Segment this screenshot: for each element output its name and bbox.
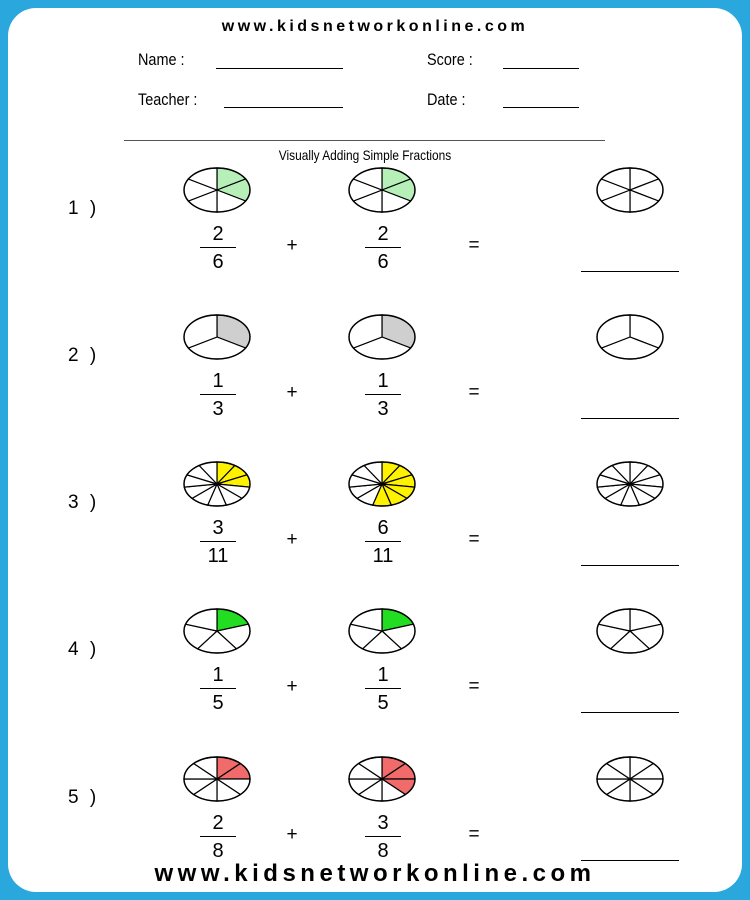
answer-pie <box>596 314 664 360</box>
plus-sign: + <box>286 676 298 697</box>
problem-number: 3 ) <box>68 492 100 513</box>
score-field[interactable] <box>503 68 579 69</box>
teacher-label: Teacher : <box>138 90 198 109</box>
score-label: Score : <box>427 50 473 69</box>
date-label: Date : <box>427 90 466 109</box>
name-label: Name : <box>138 50 185 69</box>
fraction-bar <box>200 247 236 248</box>
fraction-a <box>198 370 238 420</box>
numerator: 1 <box>377 664 389 686</box>
fraction-bar <box>365 836 401 837</box>
equals-sign: = <box>468 824 480 845</box>
numerator: 3 <box>212 517 224 539</box>
teacher-field[interactable] <box>224 107 343 108</box>
header-divider <box>124 140 605 141</box>
fraction-b <box>363 370 403 420</box>
worksheet-subtitle: Visually Adding Simple Fractions <box>278 147 452 163</box>
fraction-pie-b <box>348 461 416 507</box>
fraction-pie-a <box>183 167 251 213</box>
fraction-a <box>198 812 238 862</box>
fraction-b <box>363 517 403 567</box>
fraction-pie-a <box>183 461 251 507</box>
denominator: 6 <box>212 251 224 273</box>
plus-sign: + <box>286 529 298 550</box>
plus-sign: + <box>286 382 298 403</box>
fraction-pie-b <box>348 314 416 360</box>
fraction-a <box>198 517 238 567</box>
denominator: 11 <box>207 545 229 567</box>
denominator: 3 <box>212 398 224 420</box>
fraction-pie-a <box>183 314 251 360</box>
fraction-pie-b <box>348 756 416 802</box>
fraction-pie-a <box>183 608 251 654</box>
fraction-pie-b <box>348 167 416 213</box>
fraction-bar <box>200 688 236 689</box>
problem-number: 2 ) <box>68 345 100 366</box>
equals-sign: = <box>468 529 480 550</box>
problem-number: 1 ) <box>68 198 100 219</box>
answer-field[interactable] <box>581 418 679 419</box>
fraction-b <box>363 664 403 714</box>
worksheet-page <box>8 8 742 892</box>
answer-field[interactable] <box>581 271 679 272</box>
fraction-bar <box>200 836 236 837</box>
answer-pie <box>596 461 664 507</box>
answer-pie <box>596 756 664 802</box>
numerator: 1 <box>377 370 389 392</box>
plus-sign: + <box>286 824 298 845</box>
fraction-bar <box>200 541 236 542</box>
equals-sign: = <box>468 676 480 697</box>
problem-number: 4 ) <box>68 639 100 660</box>
numerator: 3 <box>377 812 389 834</box>
numerator: 2 <box>212 223 224 245</box>
fraction-bar <box>365 541 401 542</box>
answer-pie <box>596 167 664 213</box>
fraction-bar <box>365 688 401 689</box>
numerator: 2 <box>212 812 224 834</box>
fraction-b <box>363 223 403 273</box>
fraction-bar <box>365 394 401 395</box>
equals-sign: = <box>468 235 480 256</box>
denominator: 8 <box>212 840 224 862</box>
denominator: 11 <box>372 545 394 567</box>
problem-number: 5 ) <box>68 787 100 808</box>
date-field[interactable] <box>503 107 579 108</box>
numerator: 6 <box>377 517 389 539</box>
fraction-bar <box>200 394 236 395</box>
fraction-pie-b <box>348 608 416 654</box>
numerator: 2 <box>377 223 389 245</box>
answer-field[interactable] <box>581 712 679 713</box>
denominator: 8 <box>377 840 389 862</box>
site-url-top: www.kidsnetworkonline.com <box>221 18 529 35</box>
numerator: 1 <box>212 664 224 686</box>
answer-pie <box>596 608 664 654</box>
site-url-bottom: www.kidsnetworkonline.com <box>154 860 596 887</box>
denominator: 5 <box>377 692 389 714</box>
plus-sign: + <box>286 235 298 256</box>
numerator: 1 <box>212 370 224 392</box>
denominator: 6 <box>377 251 389 273</box>
fraction-b <box>363 812 403 862</box>
fraction-a <box>198 223 238 273</box>
fraction-pie-a <box>183 756 251 802</box>
fraction-bar <box>365 247 401 248</box>
equals-sign: = <box>468 382 480 403</box>
name-field[interactable] <box>216 68 343 69</box>
denominator: 3 <box>377 398 389 420</box>
fraction-a <box>198 664 238 714</box>
answer-field[interactable] <box>581 565 679 566</box>
denominator: 5 <box>212 692 224 714</box>
